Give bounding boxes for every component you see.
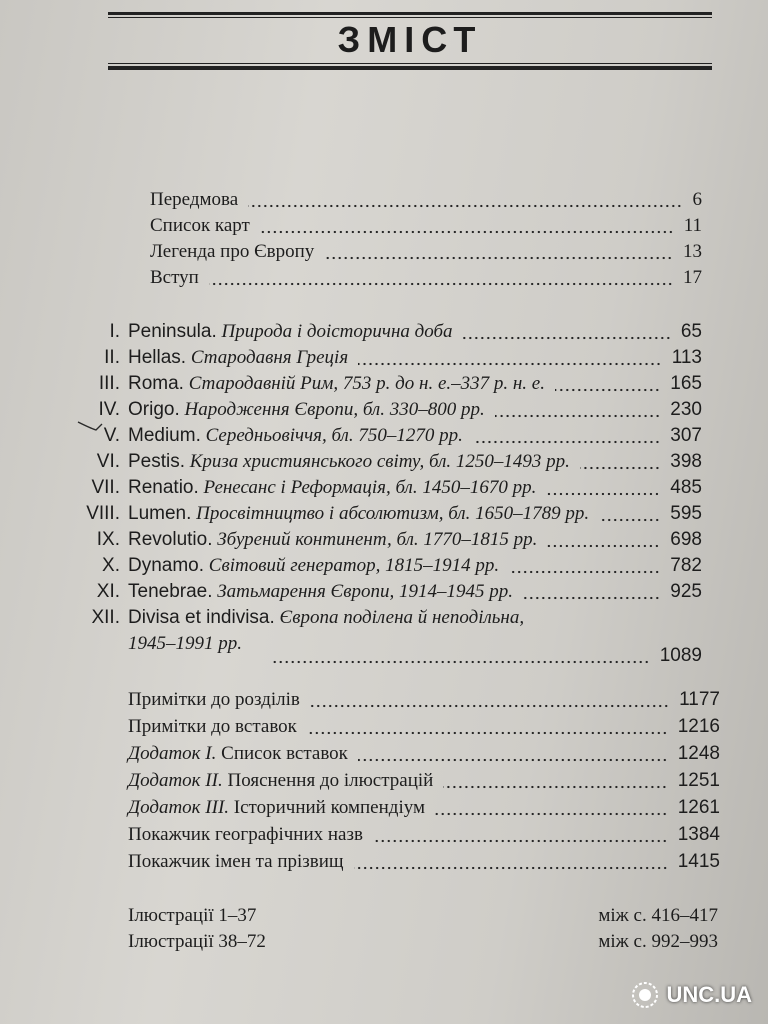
- toc-entry-label: Легенда про Європу: [150, 241, 315, 262]
- toc-entry-back: [128, 823, 720, 847]
- dot-leader: [260, 224, 674, 234]
- toc-entry-label: Передмова: [150, 189, 239, 210]
- dot-leader: [310, 698, 669, 708]
- dot-leader: [463, 330, 671, 340]
- chapter-number: IV.: [98, 399, 120, 420]
- toc-entry-page: 13: [683, 241, 702, 262]
- dot-leader: [443, 779, 667, 789]
- toc-entry-back: [128, 850, 720, 874]
- chapter-latin-title: Tenebrae.: [128, 581, 213, 602]
- toc-chapter: [74, 398, 702, 422]
- dot-leader: [509, 564, 660, 574]
- chapter-latin-title: Roma.: [128, 373, 184, 394]
- chapter-latin-title: Lumen.: [128, 503, 192, 524]
- chapter-title: Збурений континент, бл. 1770–1815 рр.: [217, 529, 538, 550]
- toc-entry-page: 1216: [677, 716, 720, 737]
- toc-entry-page: 1415: [677, 851, 720, 872]
- chapter-title: Просвітництво і абсолютизм, бл. 1650–1789 рр.: [196, 503, 590, 524]
- dot-leader: [354, 860, 668, 870]
- chapter-number: II.: [104, 347, 120, 368]
- toc-chapter: [74, 554, 702, 578]
- illustrations-label: Ілюстрації 1–37: [128, 905, 257, 926]
- appendix-prefix: Додаток I.: [128, 743, 217, 764]
- chapter-latin-title: Peninsula.: [128, 321, 217, 342]
- toc-entry-back: [128, 796, 720, 820]
- chapter-page: 398: [670, 451, 702, 472]
- toc-entry-label: Пояснення до ілюстрацій: [227, 770, 434, 791]
- chapter-title: Ренесанс і Реформація, бл. 1450–1670 рр.: [203, 477, 537, 498]
- toc-entry-label: Список вставок: [221, 743, 348, 764]
- chapter-page: 113: [671, 347, 702, 368]
- chapter-latin-title: Revolutio.: [128, 529, 213, 550]
- chapter-page: 307: [670, 425, 702, 446]
- toc-entry-back: [128, 769, 720, 793]
- chapter-title: Стародавній Рим, 753 р. до н. е.–337 р. н. е.: [188, 373, 545, 394]
- watermark-text: UNC.UA: [666, 982, 752, 1007]
- illustrations-pages: між с. 416–417: [598, 905, 718, 926]
- chapter-page: 1089: [659, 645, 702, 666]
- toc-entry-label: Історичний компендіум: [233, 797, 426, 818]
- toc-entry-front: [150, 214, 702, 238]
- dot-leader: [358, 356, 662, 366]
- chapter-number: XII.: [91, 607, 120, 628]
- toc-entry-label: Примітки до вставок: [128, 716, 297, 737]
- header-rule-top: [108, 12, 712, 15]
- toc-entry-page: 1248: [677, 743, 720, 764]
- chapter-number: VIII.: [86, 503, 120, 524]
- chapter-number: I.: [109, 321, 120, 342]
- dot-leader: [599, 512, 660, 522]
- dot-leader: [358, 752, 668, 762]
- toc-chapter: [74, 502, 702, 526]
- toc-entry-page: 1251: [677, 770, 720, 791]
- coin-logo-icon: [630, 980, 660, 1010]
- chapter-latin-title: Hellas.: [128, 347, 187, 368]
- dot-leader: [324, 250, 673, 260]
- toc-entry-label: Список карт: [150, 215, 250, 236]
- chapter-latin-title: Pestis.: [128, 451, 186, 472]
- dot-leader: [373, 833, 668, 843]
- chapter-page: 165: [670, 373, 702, 394]
- site-watermark: [630, 980, 752, 1010]
- chapter-title: Стародавня Греція: [190, 347, 349, 368]
- chapter-title: Криза християнського світу, бл. 1250–1493 рр.: [189, 451, 570, 472]
- chapter-page: 925: [670, 581, 702, 602]
- chapter-latin-title: Medium.: [128, 425, 201, 446]
- dot-leader: [248, 198, 682, 208]
- chapter-title: Середньовіччя, бл. 750–1270 рр.: [205, 425, 463, 446]
- toc-entry-label: Покажчик імен та прізвищ: [128, 851, 344, 872]
- appendix-prefix: Додаток II.: [128, 770, 223, 791]
- toc-chapter: [74, 580, 702, 604]
- dot-leader: [547, 538, 660, 548]
- header-rule-bottom: [108, 66, 712, 70]
- toc-entry-back: [128, 688, 720, 712]
- toc-entry-page: 11: [683, 215, 702, 236]
- dot-leader: [473, 434, 660, 444]
- toc-entry-back: [128, 715, 720, 739]
- chapter-title-continuation: 1945–1991 рр.: [128, 633, 242, 654]
- illustrations-label: Ілюстрації 38–72: [128, 931, 266, 952]
- toc-entry-label: Вступ: [150, 267, 199, 288]
- toc-entry-front: [150, 266, 702, 290]
- illustrations-pages: між с. 992–993: [598, 931, 718, 952]
- toc-entry-page: 17: [683, 267, 702, 288]
- toc-illustrations: [128, 930, 718, 954]
- dot-leader: [435, 806, 668, 816]
- dot-leader: [495, 408, 661, 418]
- chapter-latin-title: Renatio.: [128, 477, 199, 498]
- dot-leader: [270, 654, 650, 664]
- dot-leader: [209, 276, 673, 286]
- toc-chapter: [74, 346, 702, 370]
- toc-entry-back: [128, 742, 720, 766]
- toc-chapter-page-line: [260, 644, 702, 668]
- dot-leader: [307, 725, 668, 735]
- chapter-page: 698: [670, 529, 702, 550]
- appendix-prefix: Додаток III.: [128, 797, 230, 818]
- dot-leader: [580, 460, 660, 470]
- toc-entry-page: 1177: [679, 689, 720, 710]
- toc-entry-page: 6: [692, 189, 702, 210]
- chapter-number: VI.: [96, 451, 120, 472]
- toc-chapter: [74, 450, 702, 474]
- toc-chapter: [74, 606, 702, 630]
- chapter-number: III.: [98, 373, 120, 394]
- toc-chapter: [74, 372, 702, 396]
- toc-entry-page: 1261: [677, 797, 720, 818]
- chapter-page: 595: [670, 503, 702, 524]
- chapter-number: IX.: [96, 529, 120, 550]
- chapter-title: Природа і доісторична доба: [221, 321, 453, 342]
- chapter-latin-title: Dynamo.: [128, 555, 205, 576]
- page-title: ЗМІСТ: [337, 19, 483, 60]
- chapter-page: 230: [670, 399, 702, 420]
- chapter-title: Європа поділена й неподільна,: [279, 607, 525, 628]
- toc-entry-page: 1384: [677, 824, 720, 845]
- header-rule-bottom-thin: [108, 63, 712, 64]
- dot-leader: [546, 486, 660, 496]
- chapter-title: Затьмарення Європи, 1914–1945 рр.: [217, 581, 513, 602]
- toc-entry-front: [150, 240, 702, 264]
- toc-chapter: [74, 424, 702, 448]
- chapter-page: 65: [680, 321, 702, 342]
- chapter-page: 485: [670, 477, 702, 498]
- toc-chapter: [74, 320, 702, 344]
- chapter-number: XI.: [96, 581, 120, 602]
- dot-leader: [555, 382, 660, 392]
- toc-entry-label: Примітки до розділів: [128, 689, 300, 710]
- toc-entry-label: Покажчик географічних назв: [128, 824, 363, 845]
- chapter-number: VII.: [91, 477, 120, 498]
- toc-entry-front: [150, 188, 702, 212]
- toc-chapter: [74, 528, 702, 552]
- toc-illustrations: [128, 904, 718, 928]
- chapter-title: Світовий генератор, 1815–1914 рр.: [208, 555, 500, 576]
- chapter-page: 782: [670, 555, 702, 576]
- toc-chapter: [74, 476, 702, 500]
- chapter-latin-title: Divisa et indivisa.: [128, 607, 275, 628]
- chapter-number: V.: [103, 425, 120, 446]
- chapter-title: Народження Європи, бл. 330–800 рр.: [184, 399, 485, 420]
- chapter-number: X.: [102, 555, 120, 576]
- chapter-latin-title: Origo.: [128, 399, 180, 420]
- dot-leader: [523, 590, 660, 600]
